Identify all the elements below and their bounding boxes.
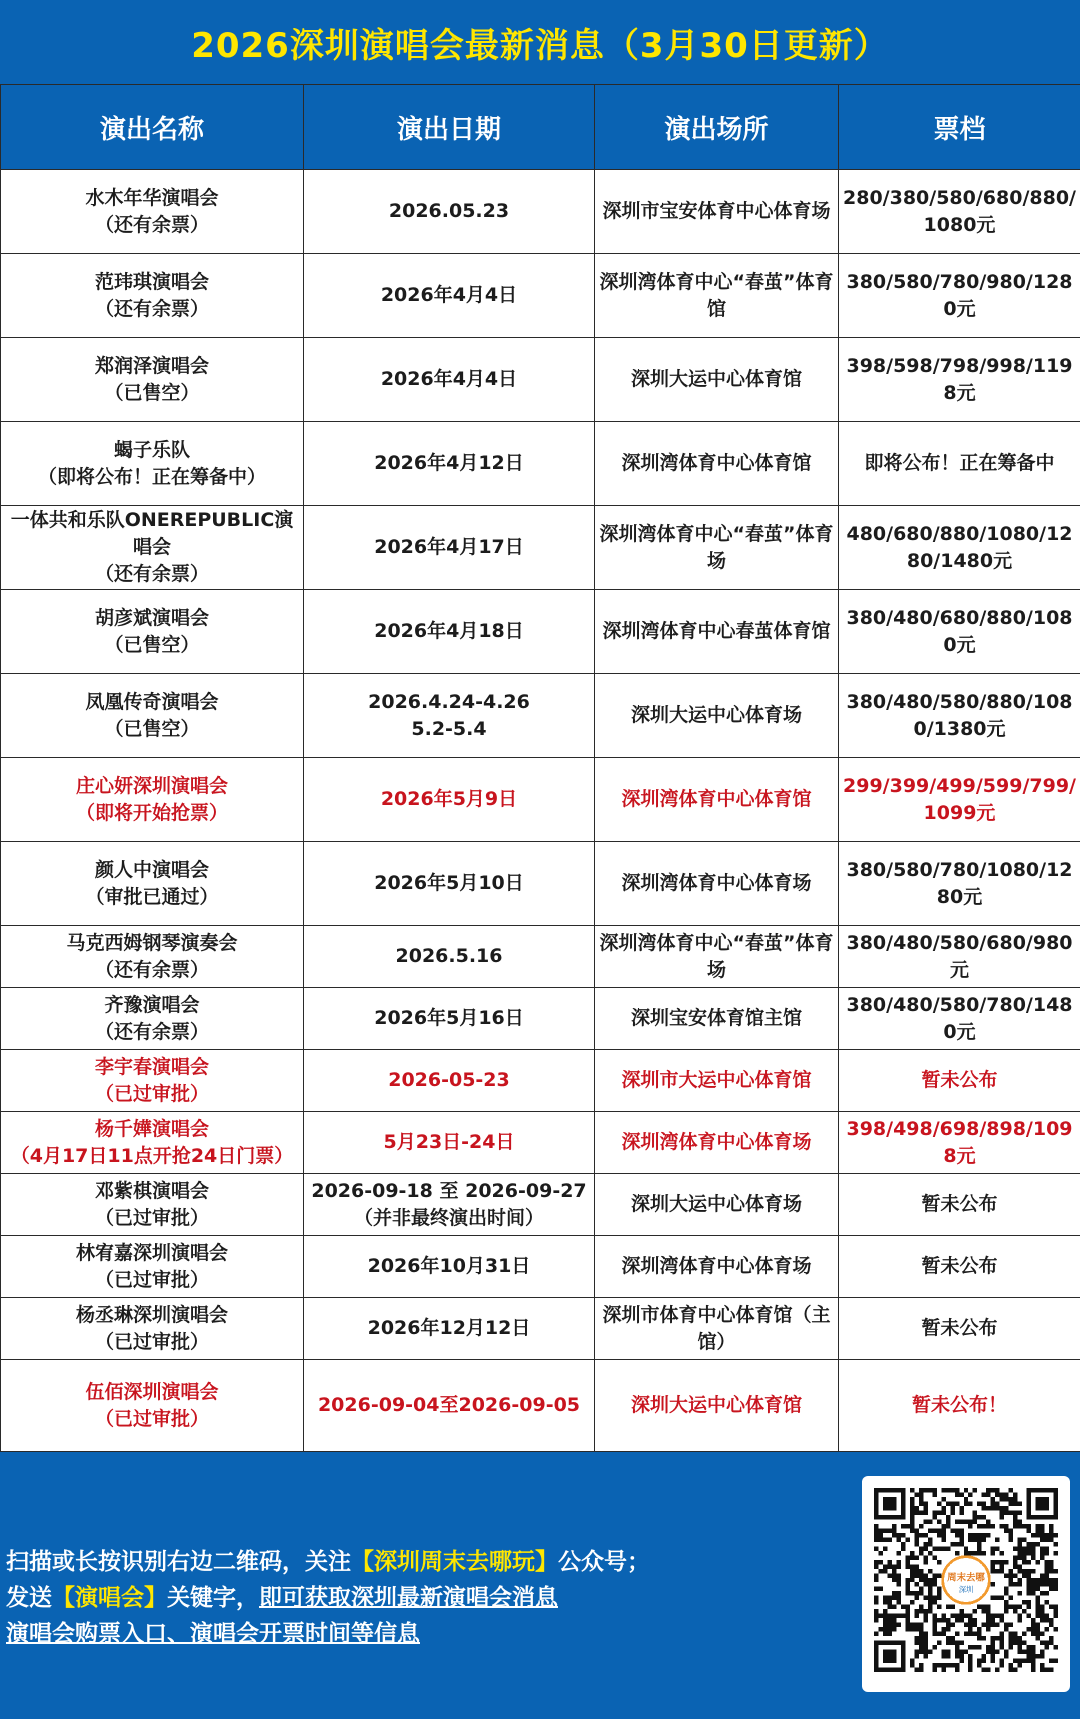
keyword: 【演唱会】	[52, 1585, 167, 1611]
show-status: （已过审批）	[94, 1268, 209, 1291]
show-date: 2026年5月16日	[374, 1007, 524, 1029]
cell-show-name	[1, 254, 304, 338]
cell-venue: 深圳湾体育中心体育场	[595, 1236, 839, 1298]
show-title: 伍佰深圳演唱会	[85, 1380, 219, 1403]
header-date: 演出日期	[304, 85, 595, 170]
cell-price: 398/598/798/998/1198元	[839, 338, 1080, 422]
cell-show-name	[1, 1236, 304, 1298]
footer-line-3: 演唱会购票入口、演唱会开票时间等信息	[6, 1621, 420, 1647]
qr-code-card[interactable]	[862, 1476, 1070, 1692]
table-row	[1, 842, 1080, 926]
qr-code-icon[interactable]	[874, 1488, 1058, 1672]
show-date: 2026-09-18 至 2026-09-27	[311, 1179, 587, 1202]
footer-line-1	[6, 1544, 846, 1580]
cell-price: 380/580/780/980/1280元	[839, 254, 1080, 338]
cell-price: 380/480/680/880/1080元	[839, 590, 1080, 674]
show-date: 2026年4月4日	[380, 368, 518, 390]
show-status: （还有余票）	[94, 1020, 209, 1043]
show-title: 杨千嬅演唱会	[94, 1117, 209, 1140]
table-row	[1, 674, 1080, 758]
cell-price: 480/680/880/1080/1280/1480元	[839, 506, 1080, 590]
title-bar	[0, 0, 1080, 84]
concert-table	[0, 84, 1080, 1452]
show-date: 2026年4月18日	[374, 620, 524, 642]
show-title: 马克西姆钢琴演奏会	[66, 931, 238, 954]
show-date-note: 5.2-5.4	[411, 717, 487, 740]
cell-venue: 深圳湾体育中心体育场	[595, 1112, 839, 1174]
table-row	[1, 758, 1080, 842]
cell-date	[304, 1050, 595, 1112]
cell-date	[304, 758, 595, 842]
show-status: （还有余票）	[94, 563, 209, 585]
table-row	[1, 170, 1080, 254]
show-date: 2026年4月17日	[374, 536, 524, 558]
cell-venue: 深圳大运中心体育场	[595, 1174, 839, 1236]
page-title: 2026深圳演唱会最新消息（3月30日更新）	[191, 25, 889, 66]
show-status: （已售空）	[104, 381, 200, 404]
footer-line-2-a: 发送	[6, 1585, 52, 1611]
cell-venue: 深圳湾体育中心“春茧”体育场	[595, 926, 839, 988]
cell-price: 即将公布！正在筹备中	[839, 422, 1080, 506]
cell-venue: 深圳市体育中心体育馆（主馆）	[595, 1298, 839, 1360]
cell-date	[304, 506, 595, 590]
table-row	[1, 1298, 1080, 1360]
show-title: 杨丞琳深圳演唱会	[75, 1303, 228, 1326]
table-row	[1, 1174, 1080, 1236]
show-date: 2026年5月10日	[374, 872, 524, 894]
show-title: 齐豫演唱会	[104, 993, 200, 1016]
show-status: （还有余票）	[94, 297, 209, 320]
cell-show-name	[1, 1174, 304, 1236]
header-name: 演出名称	[1, 85, 304, 170]
cell-show-name	[1, 926, 304, 988]
show-title: 邓紫棋演唱会	[94, 1179, 209, 1202]
show-status: （已过审批）	[94, 1330, 209, 1353]
cell-show-name	[1, 506, 304, 590]
cell-show-name	[1, 422, 304, 506]
cell-price: 380/480/580/780/1480元	[839, 988, 1080, 1050]
cell-price: 暂未公布	[839, 1236, 1080, 1298]
cell-date	[304, 338, 595, 422]
show-title: 水木年华演唱会	[85, 186, 219, 209]
show-date: 2026年4月4日	[380, 284, 518, 306]
cell-date	[304, 590, 595, 674]
footer-line-2-c: 关键字，	[167, 1585, 259, 1611]
cell-show-name	[1, 988, 304, 1050]
table-row	[1, 1236, 1080, 1298]
cell-date	[304, 170, 595, 254]
show-date: 2026年5月9日	[380, 788, 518, 810]
show-status: （还有余票）	[94, 958, 209, 981]
table-row	[1, 506, 1080, 590]
show-date: 2026年10月31日	[367, 1255, 531, 1277]
show-title: 范玮琪演唱会	[94, 270, 209, 293]
table-row	[1, 1050, 1080, 1112]
show-date: 2026.5.16	[395, 945, 503, 967]
show-status: （已过审批）	[94, 1206, 209, 1229]
cell-date	[304, 1236, 595, 1298]
table-row	[1, 422, 1080, 506]
show-date: 2026.4.24-4.26	[368, 690, 530, 713]
show-date: 2026-05-23	[388, 1069, 510, 1091]
cell-venue: 深圳大运中心体育馆	[595, 1360, 839, 1452]
cell-date	[304, 1298, 595, 1360]
cell-date	[304, 926, 595, 988]
cell-venue: 深圳湾体育中心体育馆	[595, 422, 839, 506]
table-header-row	[1, 85, 1080, 170]
table-row	[1, 254, 1080, 338]
footer-line-2	[6, 1580, 846, 1616]
cell-date	[304, 1174, 595, 1236]
table-row	[1, 338, 1080, 422]
cell-show-name	[1, 1298, 304, 1360]
show-title: 颜人中演唱会	[94, 858, 209, 881]
show-title: 郑润泽演唱会	[94, 354, 209, 377]
show-date: 2026年12月12日	[367, 1317, 531, 1339]
cell-price: 暂未公布！	[839, 1360, 1080, 1452]
show-title: 胡彦斌演唱会	[94, 606, 209, 629]
show-status: （即将公布！正在筹备中）	[37, 465, 266, 488]
cell-show-name	[1, 1112, 304, 1174]
show-status: （还有余票）	[94, 213, 209, 236]
show-status: （审批已通过）	[85, 885, 219, 908]
cell-date	[304, 988, 595, 1050]
footer-line-1-c: 公众号；	[558, 1549, 650, 1575]
cell-venue: 深圳宝安体育馆主馆	[595, 988, 839, 1050]
cell-date	[304, 254, 595, 338]
cell-show-name	[1, 842, 304, 926]
footer-text	[6, 1544, 846, 1652]
cell-venue: 深圳大运中心体育馆	[595, 338, 839, 422]
show-title: 李宇春演唱会	[94, 1055, 209, 1078]
footer-line-1-a: 扫描或长按识别右边二维码，关注	[6, 1549, 351, 1575]
header-venue: 演出场所	[595, 85, 839, 170]
show-title: 庄心妍深圳演唱会	[75, 774, 228, 797]
show-date: 2026-09-04至2026-09-05	[317, 1394, 581, 1416]
show-title: 凤凰传奇演唱会	[85, 690, 219, 713]
show-status: （已过审批）	[94, 1407, 209, 1430]
show-date: 5月23日-24日	[383, 1131, 515, 1153]
show-title: 一体共和乐队ONEREPUBLIC演唱会	[10, 509, 294, 558]
cell-price: 暂未公布	[839, 1298, 1080, 1360]
cell-price: 380/580/780/1080/1280元	[839, 842, 1080, 926]
show-status: （已售空）	[104, 717, 200, 740]
header-price: 票档	[839, 85, 1080, 170]
footer-line-2-d: 即可获取深圳最新演唱会消息	[259, 1585, 558, 1611]
show-date-note: （并非最终演出时间）	[353, 1206, 544, 1229]
cell-venue: 深圳市宝安体育中心体育场	[595, 170, 839, 254]
cell-venue: 深圳湾体育中心“春茧”体育馆	[595, 254, 839, 338]
table-row	[1, 988, 1080, 1050]
cell-show-name	[1, 674, 304, 758]
cell-price: 暂未公布	[839, 1174, 1080, 1236]
cell-date	[304, 422, 595, 506]
show-status: （已过审批）	[94, 1082, 209, 1105]
cell-show-name	[1, 338, 304, 422]
cell-price: 380/480/580/680/980元	[839, 926, 1080, 988]
table-row	[1, 926, 1080, 988]
cell-show-name	[1, 758, 304, 842]
show-date: 2026年4月12日	[374, 452, 524, 474]
cell-show-name	[1, 590, 304, 674]
cell-show-name	[1, 170, 304, 254]
show-status: （已售空）	[104, 633, 200, 656]
cell-venue: 深圳湾体育中心体育馆	[595, 758, 839, 842]
cell-venue: 深圳湾体育中心春茧体育馆	[595, 590, 839, 674]
cell-price: 280/380/580/680/880/1080元	[839, 170, 1080, 254]
show-status: （即将开始抢票）	[75, 801, 228, 824]
cell-price: 398/498/698/898/1098元	[839, 1112, 1080, 1174]
show-date: 2026.05.23	[388, 200, 510, 222]
qr-logo-text: 周末去哪	[947, 1572, 985, 1584]
cell-show-name	[1, 1360, 304, 1452]
table-row	[1, 1360, 1080, 1452]
cell-venue: 深圳湾体育中心体育场	[595, 842, 839, 926]
table-row	[1, 1112, 1080, 1174]
cell-date	[304, 1360, 595, 1452]
cell-date	[304, 1112, 595, 1174]
show-title: 蝎子乐队	[113, 438, 190, 461]
cell-venue: 深圳市大运中心体育馆	[595, 1050, 839, 1112]
cell-price: 299/399/499/599/799/1099元	[839, 758, 1080, 842]
cell-price: 380/480/580/880/1080/1380元	[839, 674, 1080, 758]
cell-price: 暂未公布	[839, 1050, 1080, 1112]
show-title: 林宥嘉深圳演唱会	[75, 1241, 228, 1264]
cell-show-name	[1, 1050, 304, 1112]
cell-date	[304, 674, 595, 758]
cell-date	[304, 842, 595, 926]
show-status: （4月17日11点开抢24日门票）	[10, 1144, 294, 1167]
account-name: 【深圳周末去哪玩】	[351, 1549, 558, 1575]
table-row	[1, 590, 1080, 674]
cell-venue: 深圳大运中心体育场	[595, 674, 839, 758]
qr-logo-sub: 深圳	[958, 1585, 974, 1595]
cell-venue: 深圳湾体育中心“春茧”体育场	[595, 506, 839, 590]
